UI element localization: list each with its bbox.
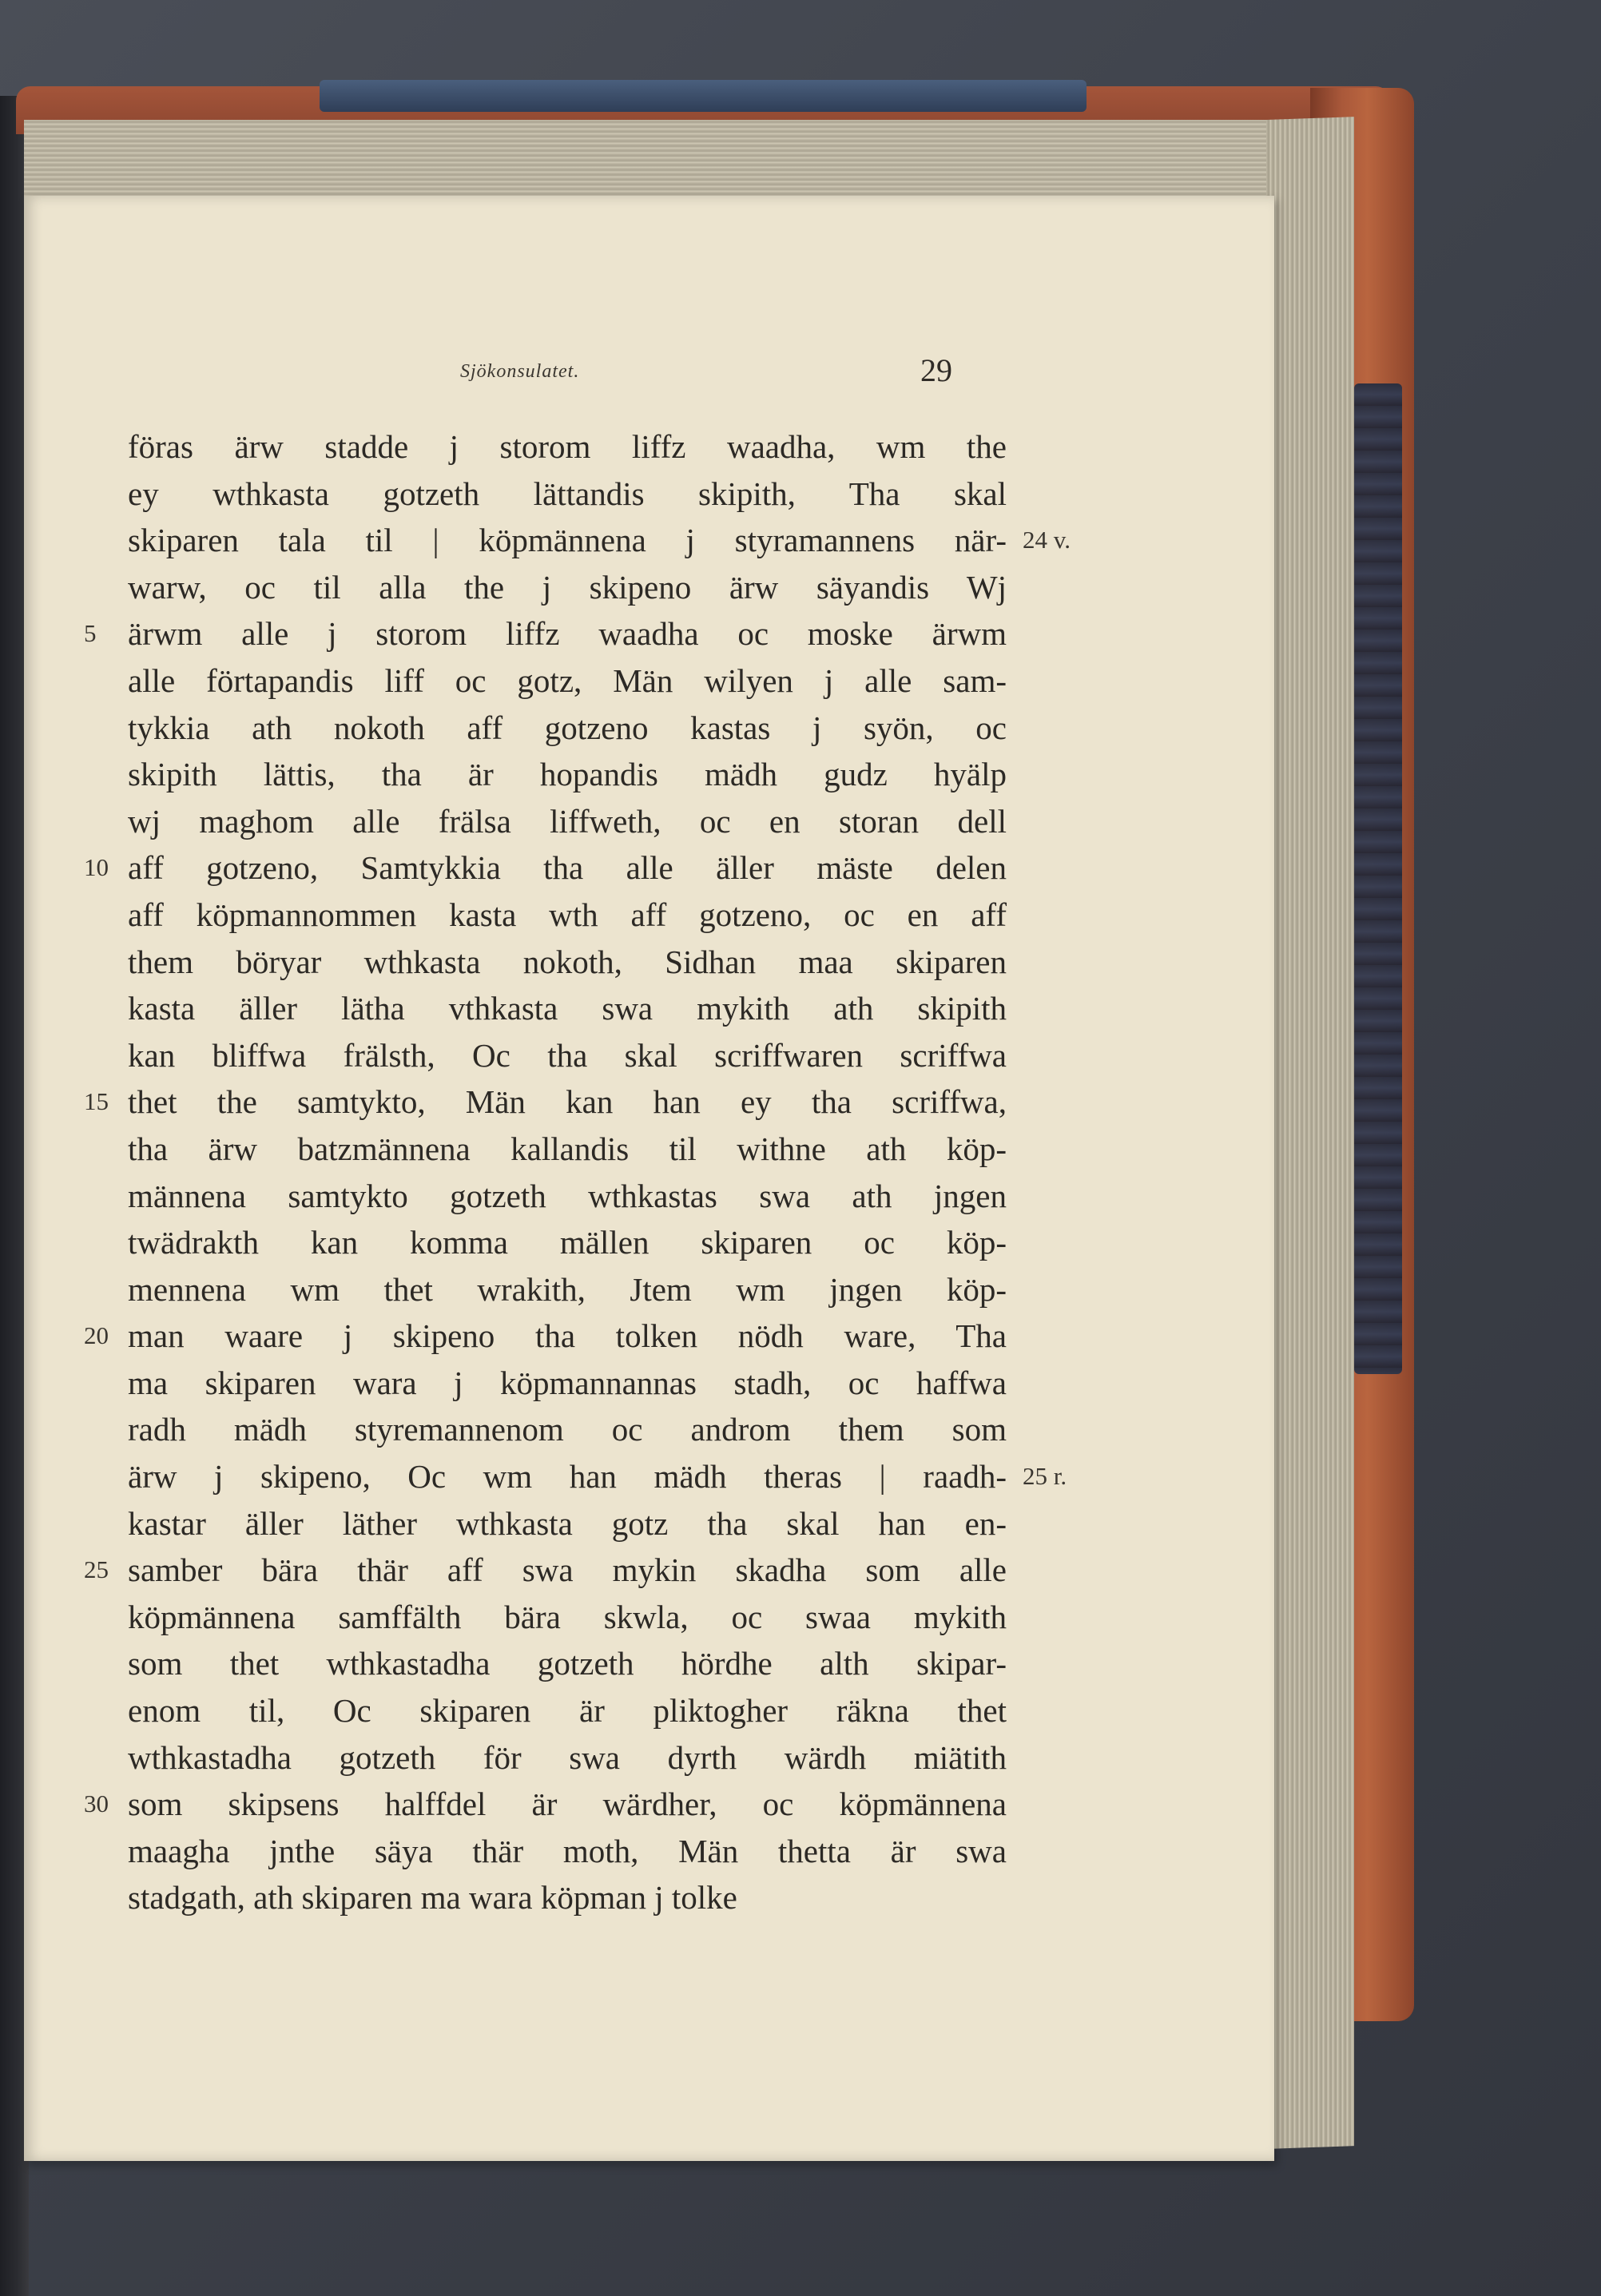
text-line xyxy=(84,1547,1007,1594)
text-line xyxy=(128,1266,1007,1313)
line-text: kan bliffwa frälsth, Oc tha skal scriffwaren scriffwa xyxy=(128,1036,1007,1074)
line-text: som skipsens halffdel är wärdher, oc köpmännena xyxy=(128,1786,1007,1823)
text-line xyxy=(128,1360,1007,1407)
text-line xyxy=(128,1453,1067,1500)
text-line xyxy=(128,564,1007,611)
line-text: ärwm alle j storom liffz waadha oc moske ärwm xyxy=(128,615,1007,653)
text-line xyxy=(128,705,1007,752)
line-text: ma skiparen wara j köpmannannas stadh, oc haffwa xyxy=(128,1364,1007,1401)
line-text: aff gotzeno, Samtykkia tha alle äller mäste delen xyxy=(128,849,1007,887)
text-line xyxy=(128,471,1007,518)
text-line xyxy=(128,1640,1007,1687)
page-number: 29 xyxy=(920,352,952,388)
text-line xyxy=(128,423,1007,471)
text-line xyxy=(128,1828,1007,1875)
text-line xyxy=(84,1313,1007,1360)
line-text: föras ärw stadde j storom liffz waadha, wm the xyxy=(128,428,1007,465)
text-line xyxy=(128,1173,1007,1220)
line-text: kastar äller läther wthkasta gotz tha skal han en- xyxy=(128,1504,1007,1542)
line-text: thet the samtykto, Män kan han ey tha scriffwa, xyxy=(128,1083,1007,1121)
line-text: aff köpmannommen kasta wth aff gotzeno, oc en aff xyxy=(128,896,1007,933)
line-text: ey wthkasta gotzeth lättandis skipith, Tha skal xyxy=(128,475,1007,512)
line-text: maagha jnthe säya thär moth, Män thetta är swa xyxy=(128,1832,1007,1869)
line-number: 30 xyxy=(84,1790,109,1818)
page-edges-right xyxy=(1266,117,1354,2149)
text-line xyxy=(128,751,1007,798)
line-text: skipith lättis, tha är hopandis mädh gudz hyälp xyxy=(128,756,1007,793)
running-header: Sjökonsulatet. xyxy=(460,361,580,382)
text-line xyxy=(128,517,1071,564)
line-text: ärw j skipeno, Oc wm han mädh theras | raadh- xyxy=(128,1458,1007,1496)
line-text: köpmännena samffälth bära skwla, oc swaa mykith xyxy=(128,1598,1007,1635)
line-text: samber bära thär aff swa mykin skadha som alle xyxy=(128,1551,1007,1589)
text-line xyxy=(128,1594,1007,1641)
text-line xyxy=(128,798,1007,845)
folio-margin-note: 25 r. xyxy=(1023,1462,1067,1491)
text-line xyxy=(128,1500,1007,1547)
text-line xyxy=(84,1781,1007,1828)
line-text: skiparen tala til | köpmännena j styramannens när- xyxy=(128,522,1007,559)
text-body xyxy=(84,423,1071,1921)
text-line xyxy=(128,1126,1007,1173)
line-text: alle förtapandis liff oc gotz, Män wilyen j alle sam- xyxy=(128,661,1007,699)
line-number: 5 xyxy=(84,619,97,648)
text-line xyxy=(84,844,1007,892)
text-line xyxy=(128,939,1007,986)
page-edges-top xyxy=(24,120,1350,208)
line-text: kasta äller lätha vthkasta swa mykith ath skipith xyxy=(128,990,1007,1027)
line-text: mennena wm thet wrakith, Jtem wm jngen köp- xyxy=(128,1270,1007,1308)
line-text: som thet wthkastadha gotzeth hördhe alth skipar- xyxy=(128,1645,1007,1682)
text-line xyxy=(128,1219,1007,1266)
text-line xyxy=(128,1406,1007,1453)
line-text: tykkia ath nokoth aff gotzeno kastas j syön, oc xyxy=(128,709,1007,746)
book-cover-spine-strip xyxy=(320,80,1087,112)
line-text: them böryar wthkasta nokoth, Sidhan maa skiparen xyxy=(128,943,1007,980)
text-line xyxy=(128,1734,1007,1782)
text-line xyxy=(128,985,1007,1032)
text-line xyxy=(128,892,1007,939)
text-line xyxy=(128,657,1007,705)
line-text: radh mädh styremannenom oc androm them som xyxy=(128,1411,1007,1448)
line-text: tha ärw batzmännena kallandis til withne ath köp- xyxy=(128,1130,1007,1167)
line-number: 20 xyxy=(84,1321,109,1350)
line-text: wthkastadha gotzeth för swa dyrth wärdh miätith xyxy=(128,1738,1007,1776)
text-line xyxy=(128,1687,1007,1734)
line-number: 10 xyxy=(84,853,109,882)
text-line xyxy=(128,1874,1007,1921)
book-cover-band xyxy=(1354,383,1402,1374)
text-line xyxy=(84,610,1007,657)
line-text: männena samtykto gotzeth wthkastas swa ath jngen xyxy=(128,1177,1007,1214)
line-text: enom til, Oc skiparen är pliktogher räkna thet xyxy=(128,1692,1007,1730)
line-number: 25 xyxy=(84,1555,109,1584)
line-number: 15 xyxy=(84,1087,109,1116)
text-line xyxy=(84,1078,1007,1126)
line-text: stadgath, ath skiparen ma wara köpman j tolke xyxy=(128,1879,737,1917)
line-text: warw, oc til alla the j skipeno ärw säyandis Wj xyxy=(128,568,1007,606)
text-line xyxy=(128,1032,1007,1079)
line-text: man waare j skipeno tha tolken nödh ware, Tha xyxy=(128,1317,1007,1355)
line-text: twädrakth kan komma mällen skiparen oc köp- xyxy=(128,1224,1007,1261)
line-text: wj maghom alle frälsa liffweth, oc en storan dell xyxy=(128,802,1007,840)
folio-margin-note: 24 v. xyxy=(1023,526,1071,554)
